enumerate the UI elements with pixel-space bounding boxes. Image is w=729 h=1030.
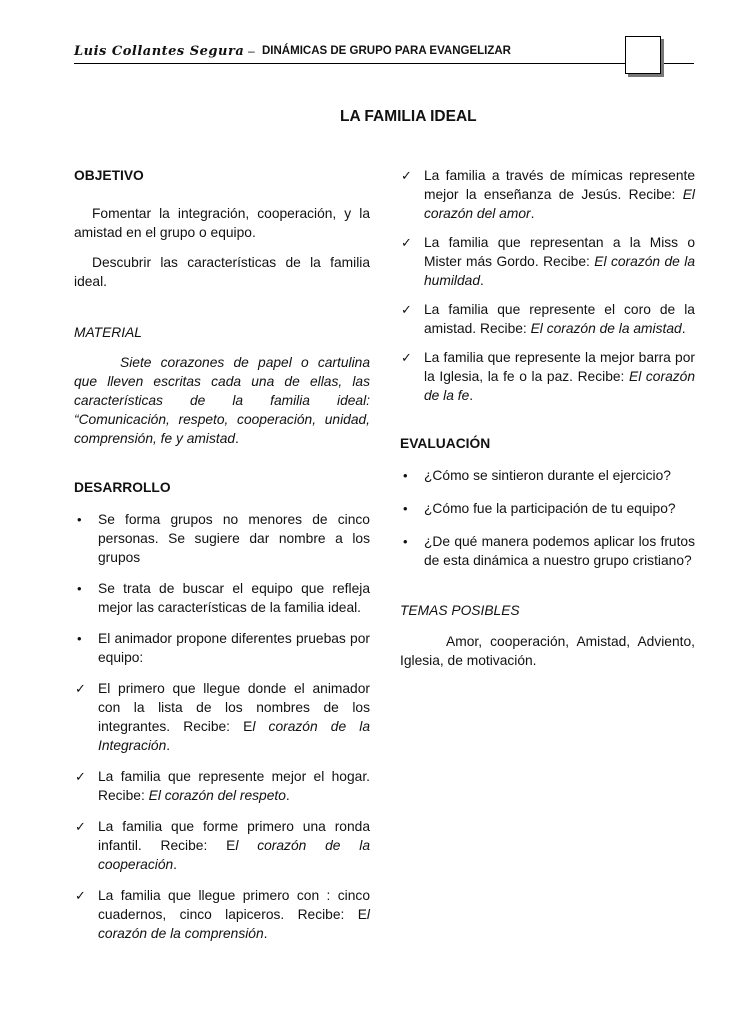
evaluacion-list bbox=[400, 466, 695, 570]
check-icon: ✓ bbox=[75, 888, 86, 903]
bullet-icon: • bbox=[403, 468, 408, 483]
list-item: ✓ La familia que represente el coro de la amistad. Recibe: El corazón de la amistad. bbox=[401, 302, 695, 336]
desarrollo-list bbox=[74, 510, 370, 943]
material-heading: MATERIAL bbox=[74, 325, 142, 340]
check-icon: ✓ bbox=[401, 350, 412, 365]
list-item: • ¿Cómo se sintieron durante el ejercicio? bbox=[403, 468, 671, 483]
list-item: • ¿Cómo fue la participación de tu equipo? bbox=[403, 501, 676, 516]
list-item: • Se forma grupos no menores de cinco personas. Se sugiere dar nombre a los grupos bbox=[77, 512, 370, 565]
material-text: Siete corazones de papel o cartulina que lleven escritas cada una de ellas, las características de la familia ideal: “Comunicación, respeto, cooperación, unidad, comprensión, fe y amistad bbox=[74, 355, 370, 446]
objetivo-heading: OBJETIVO bbox=[74, 168, 144, 183]
header-rule bbox=[74, 63, 694, 64]
check-icon: ✓ bbox=[401, 235, 412, 250]
list-item: ✓ La familia a través de mímicas represente mejor la enseñanza de Jesús. Recibe: El corazón del amor. bbox=[401, 168, 695, 221]
desarrollo-heading: DESARROLLO bbox=[74, 480, 171, 495]
document-title: LA FAMILIA IDEAL bbox=[340, 108, 477, 125]
list-item: ✓ La familia que forme primero una ronda infantil. Recibe: El corazón de la cooperación. bbox=[75, 819, 370, 872]
bullet-icon: • bbox=[77, 581, 82, 596]
bullet-icon: • bbox=[403, 501, 408, 516]
temas-paragraph: Amor, cooperación, Amistad, Adviento, Iglesia, de motivación. bbox=[400, 634, 695, 668]
bullet-icon: • bbox=[77, 631, 82, 646]
material-paragraph bbox=[74, 353, 370, 448]
list-item: ✓ La familia que represente la mejor barra por la Iglesia, la fe o la paz. Recibe: El corazón de la fe. bbox=[401, 350, 695, 403]
bullet-icon: • bbox=[403, 534, 408, 549]
temas-heading: TEMAS POSIBLES bbox=[400, 603, 520, 618]
objetivo-paragraph-2: Descubrir las características de la familia ideal. bbox=[74, 255, 370, 289]
check-icon: ✓ bbox=[75, 819, 86, 834]
list-item: • Se trata de buscar el equipo que refleja mejor las características de la familia ideal. bbox=[77, 581, 370, 615]
bullet-icon: • bbox=[77, 512, 82, 527]
objetivo-paragraph-1: Fomentar la integración, cooperación, y la amistad en el grupo o equipo. bbox=[74, 206, 370, 240]
header-author: Luis Collantes Segura bbox=[74, 44, 245, 59]
list-item: ✓ La familia que llegue primero con : cinco cuadernos, cinco lapiceros. Recibe: El corazón de la comprensión. bbox=[75, 888, 370, 941]
list-item: • El animador propone diferentes pruebas por equipo: bbox=[77, 631, 370, 665]
right-column bbox=[400, 166, 695, 670]
list-item: ✓ La familia que representan a la Miss o Mister más Gordo. Recibe: El corazón de la humildad. bbox=[401, 235, 695, 288]
material-end: . bbox=[235, 431, 239, 446]
list-item: ✓ El primero que llegue donde el animador con la lista de los nombres de los integrantes. Recibe: El corazón de la Integración. bbox=[75, 681, 371, 753]
header-title: DINÁMICAS DE GRUPO PARA EVANGELIZAR bbox=[262, 45, 511, 57]
pruebas-list-continued bbox=[400, 166, 695, 405]
header-page-box bbox=[625, 36, 661, 74]
list-item: • ¿De qué manera podemos aplicar los frutos de esta dinámica a nuestro grupo cristiano? bbox=[403, 534, 695, 568]
page-header bbox=[74, 42, 694, 66]
check-icon: ✓ bbox=[401, 168, 412, 183]
header-separator: – bbox=[248, 44, 255, 58]
check-icon: ✓ bbox=[401, 302, 412, 317]
check-icon: ✓ bbox=[75, 681, 86, 696]
evaluacion-heading: EVALUACIÓN bbox=[400, 436, 491, 451]
left-column bbox=[74, 166, 370, 943]
list-item: ✓ La familia que represente mejor el hogar. Recibe: El corazón del respeto. bbox=[75, 769, 370, 803]
check-icon: ✓ bbox=[75, 769, 86, 784]
